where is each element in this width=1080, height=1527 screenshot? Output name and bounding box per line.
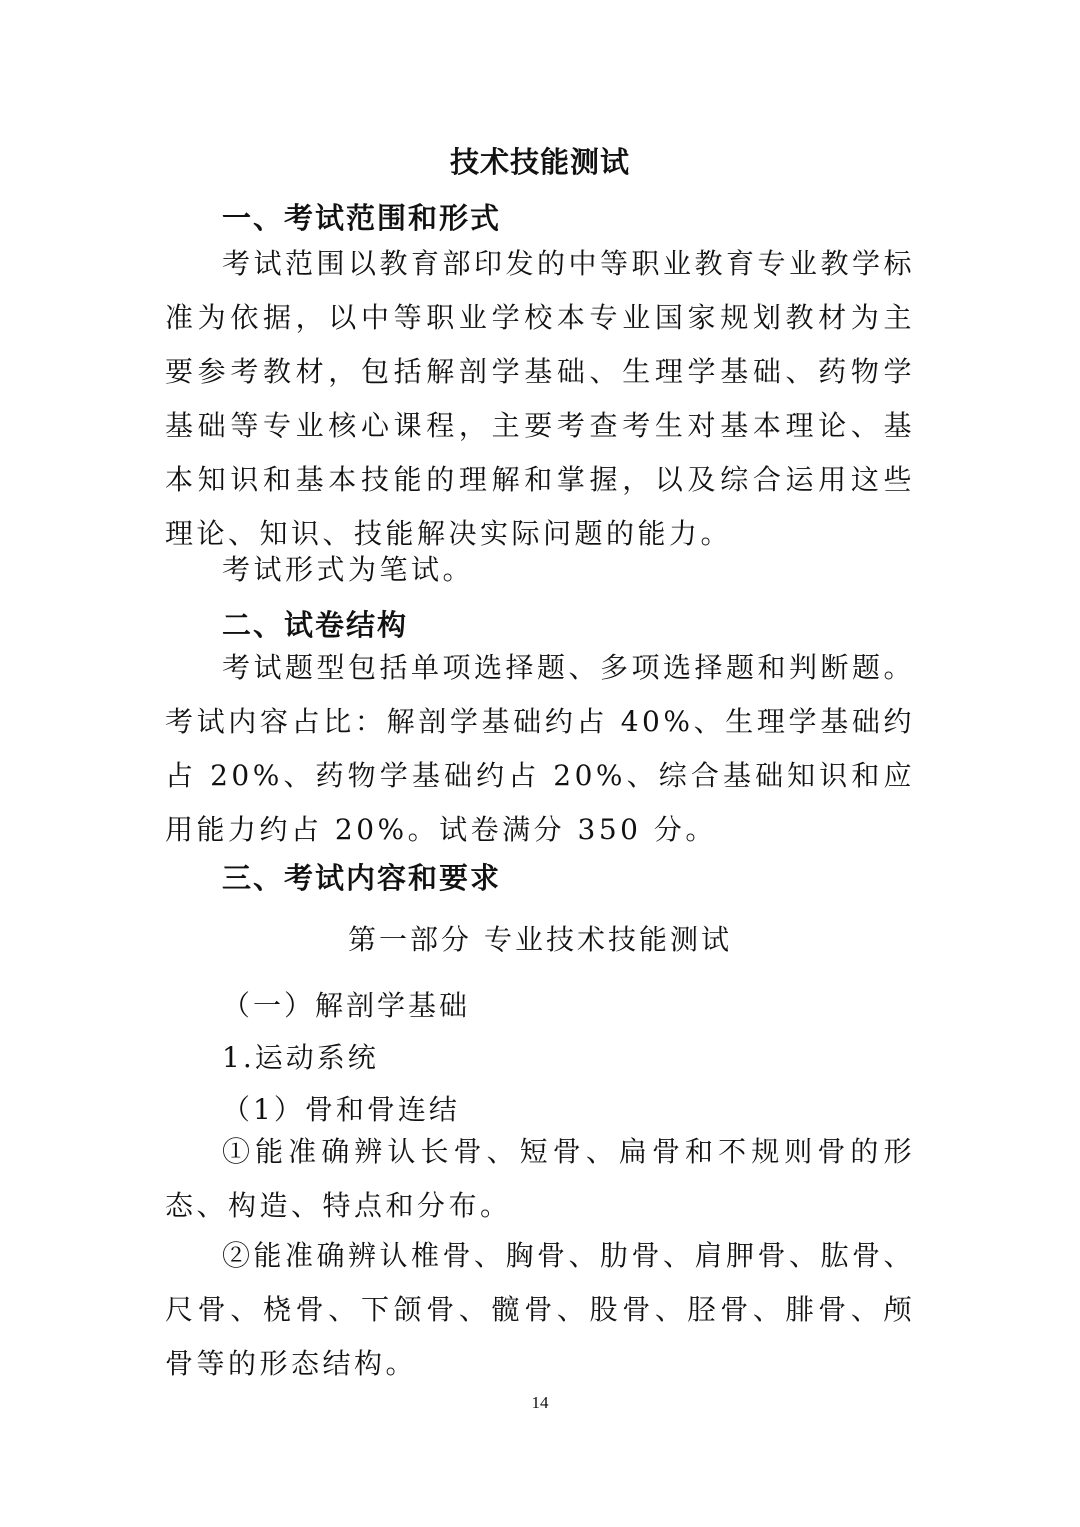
point-1: ①能准确辨认长骨、短骨、扁骨和不规则骨的形态、构造、特点和分布。: [165, 1135, 915, 1222]
part-title: 第一部分 专业技术技能测试: [348, 923, 732, 956]
section-heading-scope: 一、考试范围和形式: [222, 201, 502, 235]
paragraph-scope: 考试范围以教育部印发的中等职业教育专业教学标准为依据，以中等职业学校本专业国家规划教材为主要参考教材，包括解剖学基础、生理学基础、药物学基础等专业核心课程，主要考查考生对基本理论、基本知识和基本技能的理解和掌握，以及综合运用这些理论、知识、技能解决实际问题的能力。: [165, 247, 916, 550]
section-heading-content: 三、考试内容和要求: [222, 861, 502, 895]
point-2: ②能准确辨认椎骨、胸骨、肋骨、肩胛骨、肱骨、尺骨、桡骨、下颌骨、髋骨、股骨、胫骨、腓骨、颅骨等的形态结构。: [165, 1239, 916, 1380]
page-number: 14: [531, 1393, 549, 1412]
item-bones-joints: （1）骨和骨连结: [222, 1093, 460, 1126]
item-motor-system: 1.运动系统: [222, 1041, 379, 1074]
paragraph-exam-form: 考试形式为笔试。: [222, 553, 475, 586]
paragraph-structure: 考试题型包括单项选择题、多项选择题和判断题。考试内容占比：解剖学基础约占 40%、生理学基础约占 20%、药物学基础约占 20%、综合基础知识和应用能力约占 20%。试卷满分 350 分。: [165, 651, 916, 846]
section-heading-structure: 二、试卷结构: [222, 608, 409, 642]
subsection-anatomy: （一）解剖学基础: [222, 989, 471, 1022]
document-title: 技术技能测试: [449, 145, 630, 179]
